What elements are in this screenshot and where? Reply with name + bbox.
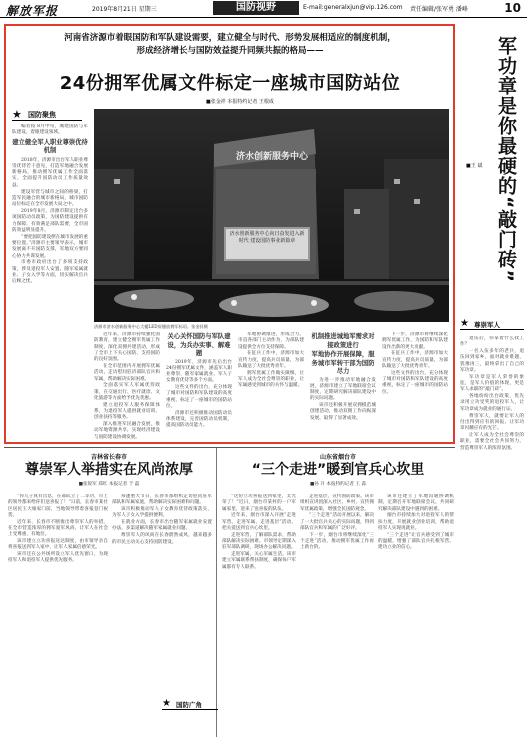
paragraph: 该市积极推动军人子女教育优待政策落实，为军人子女入学提供便利。 bbox=[112, 507, 212, 519]
contact-email: E-mail:generalxjun@vip.126.com bbox=[303, 4, 403, 11]
paragraph: 该市建立立功喜报送达制度，由市领导亲自将喜报送到军人家中，让军人家属倍感荣光。 bbox=[8, 539, 108, 551]
star-icon: ★ bbox=[460, 318, 469, 329]
sub-heading: 关心关怀国防与军队建设，为兵办实事、解难题 bbox=[167, 333, 231, 357]
sidebar-commentary bbox=[460, 24, 527, 737]
deck-line: 形成经济增长与国防效益提升同频共振的格局—— bbox=[136, 46, 324, 56]
paragraph: 军地协调推进，形成合力。市直各部门主动作为，为部队建设提供全方位支持保障。 bbox=[238, 332, 304, 350]
paragraph: 在就业方面，长春市出台随军家属就业安置办法，多渠道解决随军家属就业问题。 bbox=[112, 520, 212, 532]
page-number: 10 bbox=[504, 1, 521, 15]
paragraph: 尊崇军人，就要让军人的付出得到应有的回报，让军功章闪耀应有的光芒。 bbox=[460, 413, 524, 432]
paragraph: 退伍后，你拿着什么找工作？ bbox=[460, 336, 524, 348]
paragraph: 建设军营与城市之间的桥梁，打造军民融合的城市新格局，城市国防站位标定在全市发展大局之中。 bbox=[12, 189, 88, 208]
paragraph: 在征兵工作中，济源市加大宣传力度，提高兵员质量，为部队输送了大批优秀青年。 bbox=[382, 351, 448, 369]
sub-heading: 机制推进城地军需求对接政策进行 bbox=[311, 333, 375, 349]
paragraph: “要把国防建设摆在城市发展的重要位置。”济源市主要领导表示，城市发展离不开国防支撑，军地双方要同心协力共谋发展。 bbox=[12, 234, 88, 259]
paragraph: 这些文件的出台，充分体现了城市对国防和军队建设的高度重视，标定了一座城市的国防站位。 bbox=[382, 370, 448, 395]
story-column bbox=[8, 494, 108, 734]
night-city-photo bbox=[94, 109, 449, 322]
photo-caption: 济源市济水创新服务中心大楼LED屏播放拥军标语。张金祥摄 bbox=[94, 324, 208, 329]
sidebar-title: 军功章是你最硬的“敲门砖” bbox=[495, 36, 517, 283]
paragraph: 在全市范围内开展拥军优属活动，走访慰问驻济部队官兵和军属，帮助解决实际困难。 bbox=[94, 363, 160, 382]
sub-heading: 军地协作开展保障，服务城市军转干部为国防尽力 bbox=[311, 351, 375, 375]
article-column bbox=[166, 332, 232, 442]
paragraph: 让军人成为全社会尊崇的职业，需要全社会共同努力，营造尊崇军人的浓厚氛围。 bbox=[460, 432, 524, 451]
paragraph: 济源市还积极推动国防动员体系建设，完善国防动员机制，提高国防动员能力。 bbox=[166, 410, 232, 429]
section-label-defense-wide-angle: ★ 国防广角 bbox=[162, 698, 218, 710]
paragraph: 为进一步推动军地融合发展，济源市建立了军地联席会议制度，定期研究解决部队建设中的实际问题。 bbox=[310, 377, 376, 402]
paragraph: 拥军优属工作做实做细，让军人成为全社会尊崇的职业，让军属感受到城市的关怀与温暖。 bbox=[238, 370, 304, 389]
paragraph: 2019年8月，济源市制定出台多项国防动员政策，为国防建设提供有力保障，有效满足部队需要，全市国防效益明显提升。 bbox=[12, 208, 88, 233]
story-column bbox=[112, 494, 212, 694]
deck-line: 河南省济源市着眼国防和军队建设需要，建立健全与时代、形势发展相适应的制度机制， bbox=[64, 33, 396, 43]
story-column bbox=[378, 494, 454, 734]
section-label-respect-soldiers: ★ 尊崇军人 bbox=[460, 318, 524, 330]
paragraph: 近年来，烟台市深入开展“走进军营、走进军属、走进基层”活动，把关爱送到官兵心坎里。 bbox=[222, 513, 296, 531]
sidebar-author: ■王 斌 bbox=[466, 163, 483, 169]
star-icon: ★ bbox=[162, 698, 171, 709]
paragraph: 每逢重大节日，长春市都组织走访慰问驻军部队和军属家庭，帮助解决实际困难和问题。 bbox=[112, 494, 212, 506]
article-column bbox=[238, 332, 304, 442]
story-byline: ■孙 升 本报特约记者 王 淼 bbox=[309, 482, 367, 487]
article-column bbox=[94, 332, 160, 442]
story-column bbox=[300, 494, 374, 734]
feature-article bbox=[4, 24, 455, 444]
paragraph: 下一步，济源市将继续深化拥军优属工作，为国防和军队建设作出新的更大贡献。 bbox=[382, 332, 448, 350]
story-title-block bbox=[14, 452, 204, 487]
paragraph: 该市还积极开展双拥模范城创建活动，推动双拥工作向纵深发展，取得了显著成效。 bbox=[310, 403, 376, 421]
newspaper-logo: 解放军报 bbox=[6, 4, 59, 18]
issue-date: 2019年8月21日 星期三 bbox=[92, 6, 157, 13]
building-sign: 济水创新服务中心 bbox=[235, 152, 308, 162]
story-byline: ■张锐军 郑红 本报记者 于 磊 bbox=[78, 482, 140, 487]
paragraph: 军功章是军人荣誉的象征，是军人价值的体现，更是军人求职的“敲门砖”。 bbox=[460, 374, 524, 393]
paragraph: 走进军营，了解部队需求，帮助部队解决实际困难。市领导定期深入驻军部队调研，现场办公解决问题。 bbox=[222, 532, 296, 551]
paragraph: 2019年，济源市先后出台24份拥军优属文件，涵盖军人职业尊崇、随军家属就业、军人子女教育优待等多个方面。 bbox=[166, 359, 232, 384]
story-headline: 尊崇军人举措实在风尚浓厚 bbox=[25, 462, 193, 478]
paragraph: 尊崇军人的风尚在长春蔚然成风，越来越多的市民主动关心支持国防建设。 bbox=[112, 533, 212, 545]
sub-heading: 建立健全军人职业尊崇优待机制 bbox=[12, 138, 88, 155]
section-title: 国防视野 bbox=[213, 1, 299, 15]
star-icon: ★ bbox=[12, 108, 22, 121]
story-column bbox=[222, 494, 296, 734]
paragraph: 走进军属，关心军属生活。该市建立军属联系帮扶制度，确保每户军属都有专人联系。 bbox=[222, 552, 296, 570]
paragraph: 在征兵工作中，济源市加大宣传力度，提高兵员质量，为部队输送了大批优秀青年。 bbox=[238, 351, 304, 369]
paragraph: 这些文件的出台，充分体现了城市对国防和军队建设的高度重视，标定了一座城市的国防站位。 bbox=[166, 385, 232, 410]
masthead bbox=[0, 0, 527, 18]
responsible-editor: 责任编辑/张军勇 潘峰 bbox=[410, 6, 468, 13]
article-photo bbox=[94, 109, 449, 322]
paragraph: “三个走进”活动开展以来，解决了一大批官兵关心的实际问题，得到部队官兵和军属的广泛好评。 bbox=[300, 513, 374, 531]
led-screen-text: 济水创新服务中心向日奋发进入新时代 建设国防事业新篇章 bbox=[229, 231, 305, 244]
column-divider bbox=[216, 448, 217, 737]
paragraph: 下一步，烟台市将继续深化“三个走进”活动，推动拥军优属工作再上新台阶。 bbox=[300, 532, 374, 551]
paragraph: 2018年，济源市出台军人职业尊崇优待若干意见，打造军地融合发展新格局，推动拥军优属工作全面落实，全面提升国防动员工作质量效益。 bbox=[12, 157, 88, 188]
article-deck bbox=[12, 32, 448, 58]
article-column bbox=[12, 124, 88, 442]
paragraph: “你儿子真有出息，在部队立了二等功，市上的领导都来给你们送喜报了！”日前，长春市某社区居民王大娘家门前，当地领导带着喜报登门祝贺。 bbox=[8, 494, 108, 518]
section-divider bbox=[4, 447, 455, 448]
paragraph: 走进基层，宣传国防政策。该市组织宣讲团深入社区、乡村，宣传拥军优属政策，增强全民国防观念。 bbox=[300, 494, 374, 512]
paragraph: 该市还建立了军地沟通协调机制，定期召开军地联席会议，共同研究解决部队建设中遇到的困难。 bbox=[378, 494, 454, 512]
paragraph: 各地纷纷出台政策，优先录用立功受奖的退役军人，让军功章成为就业的通行证。 bbox=[460, 394, 524, 412]
story-headline: “三个走进”暖到官兵心坎里 bbox=[251, 462, 425, 478]
paragraph: 近年来，长春市不断推出尊崇军人的举措，在全市营造浓厚的拥军爱军风尚，让军人在社会上受尊重、有地位。 bbox=[8, 519, 108, 538]
paragraph: 建立退役军人服务保障体系，为退役军人提供就业培训、创业扶持等服务。 bbox=[94, 402, 160, 421]
article-headline: 24份拥军优属文件标定一座城市国防站位 bbox=[59, 73, 401, 94]
article-column bbox=[382, 332, 448, 442]
paragraph: 市委市政府出台了多项支持政策，涉及退役军人安置、随军家属就业、子女入学等方面，切实解决官兵后顾之忧。 bbox=[12, 260, 88, 285]
story-kicker: 山东省烟台市 bbox=[319, 454, 356, 461]
sidebar-column bbox=[460, 336, 524, 731]
article-byline: ■张金祥 本报特约记者 王根成 bbox=[206, 99, 274, 105]
paragraph: “三个走进”让官兵感受到了城市的温暖，增强了部队官兵扎根军营、建功立业的信心。 bbox=[378, 532, 454, 551]
paragraph: 编者按 8月中旬，城建国防与军队建设，着眼建设领域。 bbox=[12, 124, 88, 136]
paragraph: 全面落实军人军属优待政策，在交通出行、医疗就诊、文化旅游等方面给予优先优惠。 bbox=[94, 383, 160, 401]
article-column bbox=[310, 332, 376, 442]
paragraph: “这份立功喜报送到家里，太光荣了！”近日，烟台市某村的一户军属家里，迎来了送喜报的队伍。 bbox=[222, 494, 296, 512]
paragraph: 近年来，济源市持续强化国防教育，建立健全拥军优属工作制度，深化双拥共建活动，形成了全市上下关心国防、支持国防的良好氛围。 bbox=[94, 332, 160, 363]
paragraph: 一名入伍多年的老兵，退伍回到家乡，面对就业难题，犹豫再三，最终拿出了自己的军功章。 bbox=[460, 349, 524, 373]
paragraph: 深入推进军民融合发展，推动军地资源共享，实现经济建设与国防建设协调发展。 bbox=[94, 422, 160, 440]
story-title-block bbox=[222, 452, 454, 487]
paragraph: 该市还在公共场所设立军人优先窗口，为现役军人和退役军人提供优先服务。 bbox=[8, 552, 108, 564]
story-kicker: 吉林省长春市 bbox=[90, 454, 127, 461]
paragraph: 烟台市持续加大对退役军人的帮扶力度，开展就业创业培训，帮助退役军人实现再就业。 bbox=[378, 513, 454, 531]
section-label-defense-focus: ★ 国防聚焦 bbox=[12, 108, 82, 121]
